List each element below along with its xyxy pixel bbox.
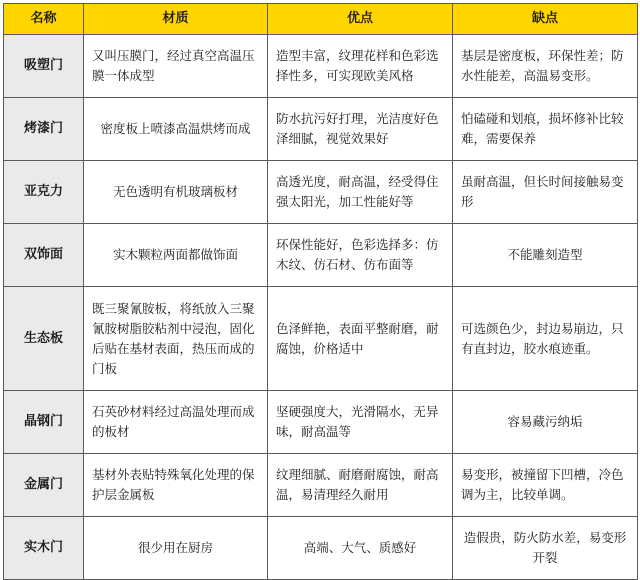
row-pros: 高透光度，耐高温，经受得住强太阳光，加工性能好等	[268, 161, 453, 224]
row-name: 金属门	[4, 454, 84, 517]
row-name: 亚克力	[4, 161, 84, 224]
row-name: 生态板	[4, 287, 84, 391]
row-cons: 不能雕刻造型	[453, 224, 638, 287]
row-pros: 环保性能好，色彩选择多：仿木纹、仿石材、仿布面等	[268, 224, 453, 287]
header-cons: 缺点	[453, 4, 638, 35]
row-material: 既三聚氰胺板，将纸放入三聚氰胺树脂胶粘剂中浸泡，固化后贴在基材表面，热压而成的门板	[84, 287, 268, 391]
row-cons: 容易藏污纳垢	[453, 391, 638, 454]
table-row	[4, 161, 638, 224]
row-pros: 坚硬强度大，光滑隔水，无异味，耐高温等	[268, 391, 453, 454]
row-pros: 纹理细腻、耐磨耐腐蚀，耐高温，易清理经久耐用	[268, 454, 453, 517]
row-material: 无色透明有机玻璃板材	[84, 161, 268, 224]
table-row	[4, 98, 638, 161]
header-pros: 优点	[268, 4, 453, 35]
row-cons: 基层是密度板，环保性差；防水性能差，高温易变形。	[453, 35, 638, 98]
row-material: 又叫压膜门，经过真空高温压膜一体成型	[84, 35, 268, 98]
row-pros: 防水抗污好打理，光洁度好色泽细腻，视觉效果好	[268, 98, 453, 161]
row-material: 密度板上喷漆高温烘烤而成	[84, 98, 268, 161]
row-material: 石英砂材料经过高温处理而成的板材	[84, 391, 268, 454]
table-row	[4, 287, 638, 391]
header-material: 材质	[84, 4, 268, 35]
row-name: 双饰面	[4, 224, 84, 287]
row-material: 基材外表贴特殊氧化处理的保护层金属板	[84, 454, 268, 517]
row-cons: 造假贵，防火防水差，易变形开裂	[453, 517, 638, 580]
row-material: 实木颗粒两面都做饰面	[84, 224, 268, 287]
table-row	[4, 454, 638, 517]
row-name: 烤漆门	[4, 98, 84, 161]
row-material: 很少用在厨房	[84, 517, 268, 580]
row-name: 实木门	[4, 517, 84, 580]
header-name: 名称	[4, 4, 84, 35]
table-row	[4, 517, 638, 580]
row-pros: 高端、大气、质感好	[268, 517, 453, 580]
row-pros: 造型丰富，纹理花样和色彩选择性多，可实现欧美风格	[268, 35, 453, 98]
row-pros: 色泽鲜艳，表面平整耐磨，耐腐蚀，价格适中	[268, 287, 453, 391]
row-cons: 怕磕碰和划痕，损坏修补比较难，需要保养	[453, 98, 638, 161]
table-row	[4, 391, 638, 454]
row-name: 晶钢门	[4, 391, 84, 454]
row-cons: 可选颜色少，封边易崩边，只有直封边，胶水痕迹重。	[453, 287, 638, 391]
header-row	[4, 4, 638, 35]
table-row	[4, 224, 638, 287]
row-cons: 虽耐高温，但长时间接触易变形	[453, 161, 638, 224]
comparison-table	[3, 3, 638, 580]
row-name: 吸塑门	[4, 35, 84, 98]
row-cons: 易变形，被撞留下凹槽，冷色调为主，比较单调。	[453, 454, 638, 517]
table-row	[4, 35, 638, 98]
